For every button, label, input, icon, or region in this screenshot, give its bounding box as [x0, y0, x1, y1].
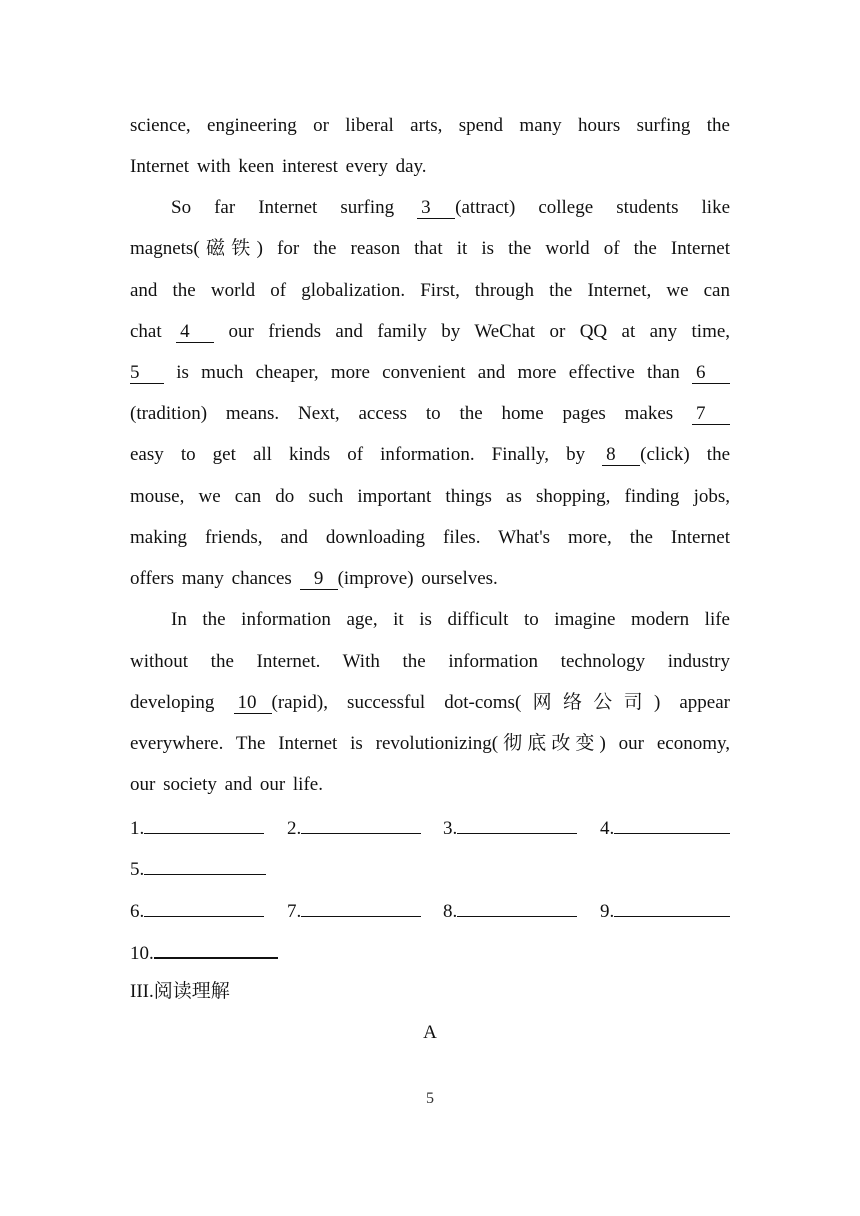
blank-4: 4 — [176, 322, 214, 343]
section-title: III.阅读理解 — [130, 981, 230, 1002]
answer-field-8[interactable]: 8. — [443, 898, 577, 924]
page-number: 5 — [426, 1090, 434, 1107]
passage-line: without the Internet. With the information technology industry — [130, 651, 730, 672]
passage-line: mouse, we can do such important things as shopping, finding jobs, — [130, 486, 730, 507]
answer-field-2[interactable]: 2. — [287, 815, 421, 841]
passage-line: science, engineering or liberal arts, spend many hours surfing the — [130, 115, 730, 136]
blank-10: 10 — [234, 693, 272, 714]
passage-line: everywhere. The Internet is revolutionizing(彻底改变) our economy, — [130, 733, 730, 754]
answer-row — [130, 815, 730, 839]
answer-field-3[interactable]: 3. — [443, 815, 577, 841]
answer-field-9[interactable]: 9. — [600, 898, 730, 924]
passage-line: So far Internet surfing 3 (attract) college students like — [171, 197, 730, 218]
passage-line: (tradition) means. Next, access to the home pages makes 7 — [130, 402, 730, 426]
passage-line: 5 is much cheaper, more convenient and more effective than 6 — [130, 361, 730, 385]
passage-line: easy to get all kinds of information. Finally, by 8 (click) the — [130, 444, 731, 465]
passage-line: our society and our life. — [130, 774, 323, 795]
answer-field-10[interactable]: 10. — [130, 943, 278, 964]
answer-field-7[interactable]: 7. — [287, 898, 421, 924]
blank-7: 7 — [692, 404, 730, 425]
blank-3: 3 — [417, 198, 455, 219]
answer-row — [130, 939, 278, 966]
blank-5: 5 — [130, 363, 164, 384]
answer-row — [130, 898, 730, 922]
passage-line: offers many chances 9 (improve) ourselves. — [130, 568, 498, 589]
answer-field-1[interactable]: 1. — [130, 815, 264, 841]
blank-9: 9 — [300, 569, 338, 590]
passage-line: magnets(磁铁) for the reason that it is the world of the Internet — [130, 238, 730, 259]
answer-field-5[interactable]: 5. — [130, 859, 266, 880]
answer-row — [130, 856, 266, 882]
passage-line: developing 10 (rapid), successful dot-coms(网络公司) appear — [130, 692, 730, 713]
section-subtitle: A — [423, 1022, 437, 1043]
blank-6: 6 — [692, 363, 730, 384]
passage-line: Internet with keen interest every day. — [130, 156, 427, 177]
passage-line: In the information age, it is difficult to imagine modern life — [171, 609, 730, 630]
blank-8: 8 — [602, 445, 640, 466]
passage-line: chat 4 our friends and family by WeChat or QQ at any time, — [130, 321, 731, 342]
passage-line: making friends, and downloading files. What's more, the Internet — [130, 527, 730, 548]
answer-field-4[interactable]: 4. — [600, 815, 730, 841]
passage-line: and the world of globalization. First, through the Internet, we can — [130, 280, 730, 301]
answer-field-6[interactable]: 6. — [130, 898, 264, 924]
